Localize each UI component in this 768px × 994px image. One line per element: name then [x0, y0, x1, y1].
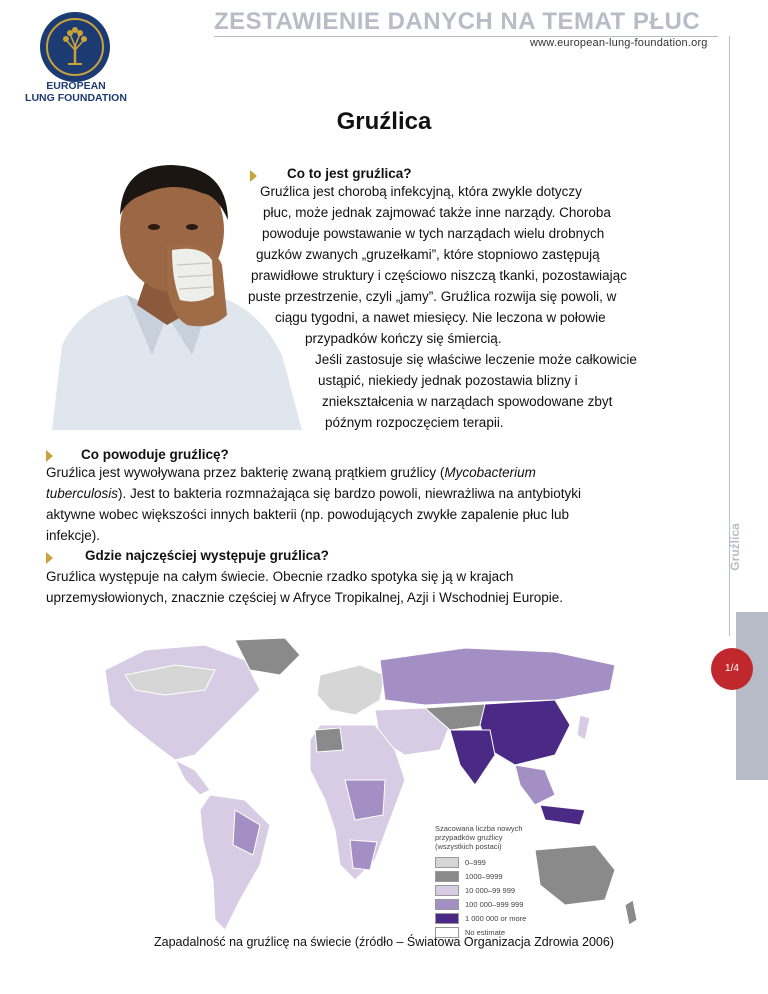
legend-swatch [435, 885, 459, 896]
map-legend [435, 824, 526, 939]
paragraph-line: Gruźlica występuje na całym świecie. Obecnie rzadko spotyka się ją w krajach [46, 569, 514, 584]
paragraph-line: ustąpić, niekiedy jednak pozostawia blizny i [318, 373, 578, 388]
logo-text: EUROPEAN LUNG FOUNDATION [25, 80, 127, 104]
section-heading: Co to jest gruźlica? [287, 166, 412, 181]
paragraph-line: płuc, może jednak zajmować także inne narządy. Choroba [263, 205, 611, 220]
paragraph-line: uprzemysłowionych, znacznie częściej w Afryce Tropikalnej, Azji i Wschodniej Europie. [46, 590, 563, 605]
tree-icon [46, 18, 104, 76]
page-number-badge: 1/4 [711, 648, 753, 690]
paragraph-line: infekcje). [46, 528, 101, 543]
paragraph-line: guzków zwanych „gruzełkami”, które stopniowo zastępują [256, 247, 600, 262]
side-label: Gruźlica [728, 523, 742, 571]
legend-item: 100 000–999 999 [435, 897, 526, 911]
header-url: www.european-lung-foundation.org [530, 37, 708, 49]
world-tb-incidence-map [85, 630, 655, 960]
paragraph-line: prawidłowe struktury i częściowo niszczą tkanki, pozostawiając [251, 268, 627, 283]
paragraph-line: zniekształcenia w narządach spowodowane zbyt [322, 394, 613, 409]
paragraph-line: przypadków kończy się śmiercią. [305, 331, 502, 346]
paragraph-line: puste przestrzenie, czyli „jamy”. Gruźlica rozwija się powoli, w [248, 289, 617, 304]
paragraph-line: późnym rozpoczęciem terapii. [325, 415, 504, 430]
legend-item: 1 000 000 or more [435, 911, 526, 925]
legend-item: No estimate [435, 925, 526, 939]
section-heading: Gdzie najczęściej występuje gruźlica? [85, 548, 329, 563]
paragraph-line: Gruźlica jest chorobą infekcyjną, która zwykle dotyczy [260, 184, 582, 199]
section-heading: Co powoduje gruźlicę? [81, 447, 229, 462]
legend-swatch [435, 899, 459, 910]
paragraph-line: powoduje powstawanie w tych narządach wielu drobnych [262, 226, 605, 241]
paragraph-line: Gruźlica jest wywoływana przez bakterię zwaną prątkiem gruźlicy (Mycobacterium [46, 465, 536, 480]
bullet-icon [46, 552, 53, 564]
legend-item: 10 000–99 999 [435, 883, 526, 897]
paragraph-line: Jeśli zastosuje się właściwe leczenie może całkowicie [315, 352, 637, 367]
legend-item: 1000–9999 [435, 869, 526, 883]
paragraph-line: ciągu tygodni, a nawet miesięcy. Nie leczona w połowie [275, 310, 606, 325]
header-title: ZESTAWIENIE DANYCH NA TEMAT PŁUC [214, 8, 701, 35]
paragraph-line: aktywne wobec większości innych bakterii (np. powodujących zwykłe zapalenie płuc lub [46, 507, 570, 522]
bullet-icon [250, 170, 257, 182]
legend-swatch [435, 913, 459, 924]
side-bar [736, 612, 768, 780]
page-title: Gruźlica [336, 108, 432, 135]
legend-swatch [435, 857, 459, 868]
legend-title: Szacowana liczba nowych przypadków gruźlicy (wszystkich postaci) [435, 824, 523, 851]
legend-item: 0–999 [435, 855, 526, 869]
bullet-icon [46, 450, 53, 462]
map-caption: Zapadalność na gruźlicę na świecie (źródło – Światowa Organizacja Zdrowia 2006) [154, 935, 614, 949]
paragraph-line: tuberculosis). Jest to bakteria rozmnażająca się bardzo powoli, niewrażliwa na antybiotyki [46, 486, 582, 501]
legend-swatch [435, 871, 459, 882]
